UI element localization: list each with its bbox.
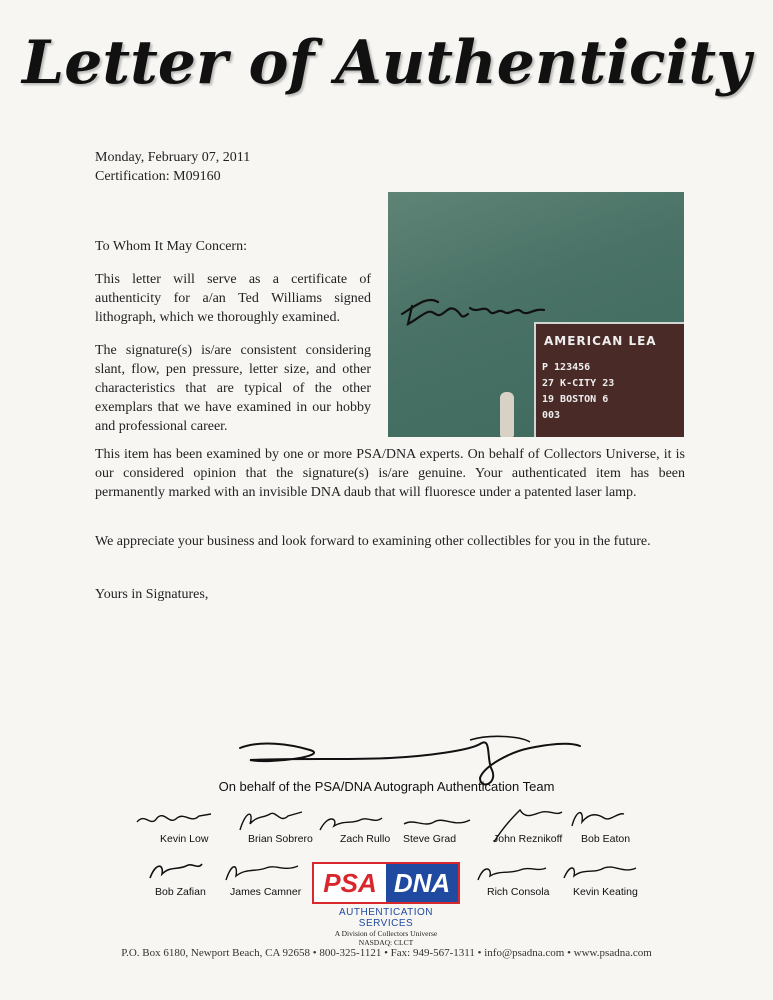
paragraph-consistency: The signature(s) is/are consistent considering slant, flow, pen pressure, letter size, and other characteristics that are typical of the other exemplars that we have examined in our hobby and professional career. <box>95 343 371 434</box>
scoreboard-header: AMERICAN LEA <box>544 334 657 348</box>
ted-williams-signature <box>398 284 553 334</box>
letter-date: Monday, February 07, 2011 <box>95 150 251 165</box>
member-steve-grad: Steve Grad <box>403 833 457 845</box>
signature-image <box>135 808 215 832</box>
member-brian-sobrero: Brian Sobrero <box>248 833 313 845</box>
psa-dna-wordmark <box>312 862 460 904</box>
closing: Yours in Signatures, <box>95 587 209 602</box>
scoreboard-row: 27 K-CITY 23 <box>542 378 615 389</box>
division-text: A Division of Collectors Universe <box>334 929 438 938</box>
player-figure <box>500 392 514 437</box>
member-kevin-keating: Kevin Keating <box>573 886 638 898</box>
member-bob-eaton: Bob Eaton <box>581 833 631 845</box>
signature-image <box>222 858 302 884</box>
signature-image <box>146 858 206 884</box>
scoreboard-row: 19 BOSTON 6 <box>542 394 609 405</box>
member-john-reznikoff: John Reznikoff <box>493 833 563 845</box>
certification-number: Certification: M09160 <box>95 169 221 184</box>
scoreboard-row: 003 <box>542 410 561 421</box>
footer-contact: P.O. Box 6180, Newport Beach, CA 92658 • 800-325-1121 • Fax: 949-567-1311 • info@psadna.com • www.psadna.com <box>121 947 652 959</box>
member-rich-consola: Rich Consola <box>487 886 550 898</box>
signature-image <box>400 812 475 832</box>
member-kevin-low: Kevin Low <box>160 833 209 845</box>
scoreboard <box>534 322 684 437</box>
member-zach-rullo: Zach Rullo <box>340 833 391 845</box>
psa-dna-logo <box>312 862 460 947</box>
signature-image <box>560 860 640 884</box>
page-title: Letter of Authenticity <box>22 28 751 98</box>
paragraph-appreciation: We appreciate your business and look forward to examining other collectibles for you in the future. <box>95 534 651 549</box>
nasdaq-text: NASDAQ: CLCT <box>358 938 414 947</box>
scoreboard-row: P 123456 <box>542 362 591 373</box>
signature-image <box>236 806 306 834</box>
signature-image <box>474 860 549 884</box>
lithograph-photo <box>388 192 684 437</box>
signature-image <box>568 804 628 830</box>
authentication-services: AUTHENTICATION SERVICES <box>338 907 434 929</box>
member-james-camner: James Camner <box>230 886 302 898</box>
paragraph-examination: This item has been examined by one or more PSA/DNA experts. On behalf of Collectors Universe, it is our considered opinion that the signature(s) is/are genuine. Your authenticated item has been permanently marked with an invisible DNA daub that will fluoresce under a patented laser lamp. <box>95 447 685 500</box>
dna-logo-text: DNA <box>386 864 458 902</box>
salutation: To Whom It May Concern: <box>95 239 247 254</box>
member-bob-zafian: Bob Zafian <box>155 886 206 898</box>
psa-logo-text: PSA <box>314 864 386 902</box>
paragraph-certificate: This letter will serve as a certificate of authenticity for a/an Ted Williams signed lithograph, which we thoroughly examined. <box>95 272 371 325</box>
team-line: On behalf of the PSA/DNA Autograph Authentication Team <box>218 779 555 794</box>
